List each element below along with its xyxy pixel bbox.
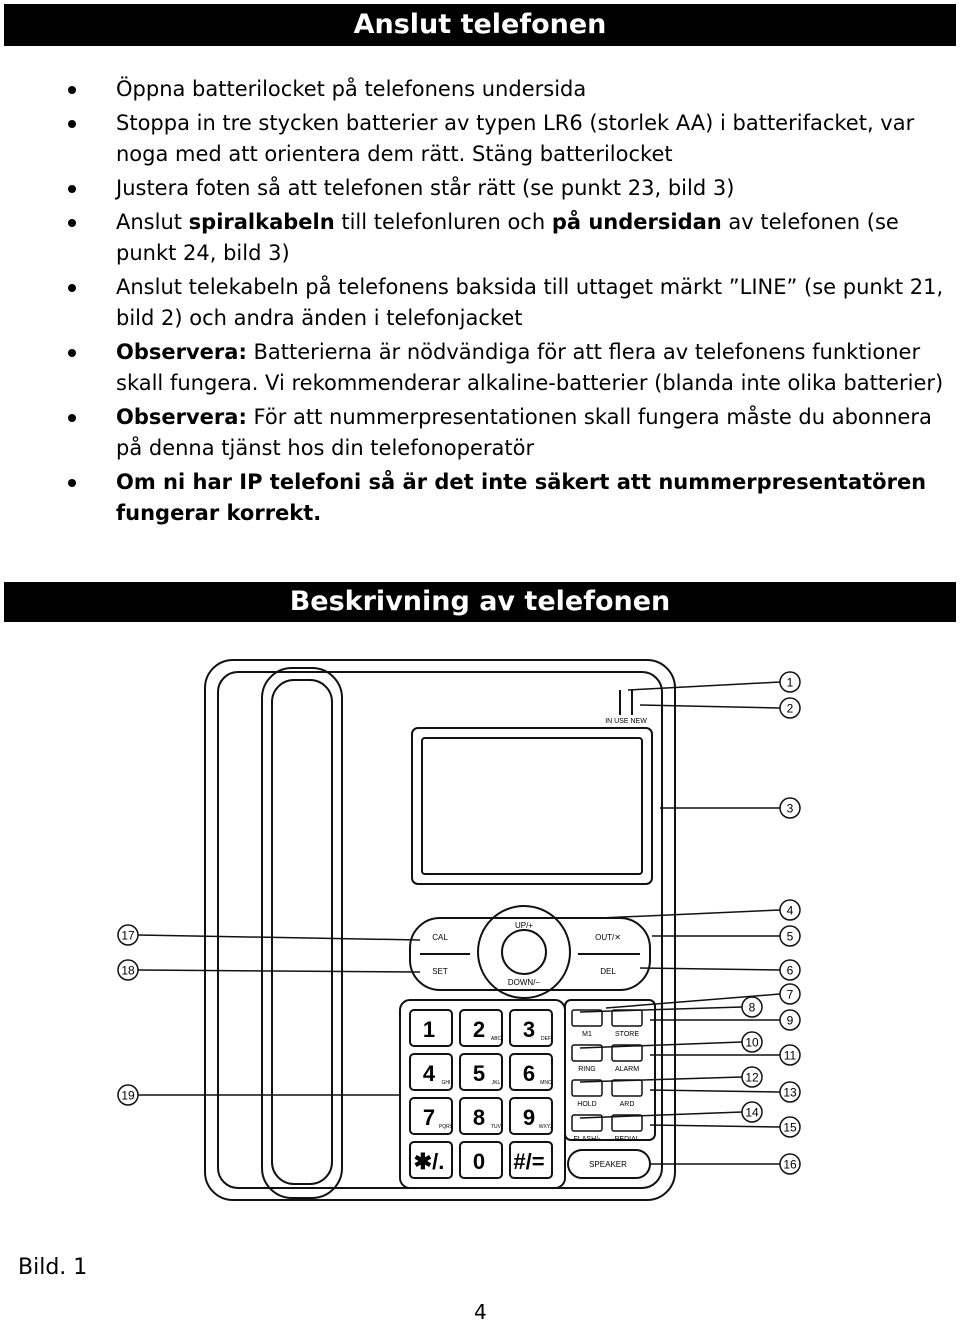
function-label: M1 bbox=[582, 1031, 592, 1038]
display-frame bbox=[412, 728, 652, 884]
key-digit: 1 bbox=[422, 1017, 436, 1042]
handset-inner bbox=[272, 680, 332, 1184]
list-item bbox=[0, 272, 960, 334]
callout-leader bbox=[650, 1125, 780, 1127]
out-label: OUT/✕ bbox=[595, 933, 621, 942]
key-letters: WXYZ bbox=[538, 1124, 554, 1130]
list-item bbox=[0, 467, 960, 529]
key-letters: ABC bbox=[490, 1036, 502, 1042]
key-digit: ✱/. bbox=[413, 1149, 445, 1174]
callout-number: 13 bbox=[783, 1085, 797, 1100]
callout-number: 12 bbox=[745, 1070, 759, 1085]
key-digit: 4 bbox=[422, 1061, 436, 1086]
callout-number: 11 bbox=[783, 1048, 797, 1063]
up-label: UP/+ bbox=[514, 921, 534, 930]
display-screen bbox=[422, 738, 642, 874]
text: Öppna batterilocket på telefonens undersida bbox=[116, 77, 587, 101]
callout-number: 2 bbox=[786, 701, 794, 716]
callout-number: 7 bbox=[786, 987, 794, 1002]
callout-number: 16 bbox=[783, 1157, 797, 1172]
set-label: SET bbox=[432, 967, 448, 976]
callout-leader bbox=[138, 970, 420, 972]
bold-text: på undersidan bbox=[551, 210, 722, 234]
callout-leader bbox=[138, 935, 420, 940]
bullet-icon bbox=[68, 86, 76, 94]
text: Stoppa in tre stycken batterier av typen LR6 (storlek AA) i batterifacket, var noga med att orientera dem rätt. Stäng batterilocket bbox=[116, 111, 915, 166]
bullet-icon bbox=[68, 120, 76, 128]
bullet-icon bbox=[68, 185, 76, 193]
function-label: ARD bbox=[619, 1101, 635, 1108]
callout-number: 3 bbox=[786, 801, 794, 816]
key-letters: TUV bbox=[491, 1124, 501, 1130]
bold-text: Observera: bbox=[116, 340, 247, 364]
function-label: HOLD bbox=[577, 1101, 597, 1108]
key-digit: 0 bbox=[472, 1149, 486, 1174]
key-digit: 6 bbox=[522, 1061, 536, 1086]
led-label: IN USE NEW bbox=[605, 718, 647, 725]
key-letters: JKL bbox=[491, 1080, 501, 1086]
text: av telefonen (se punkt 24, bild 3) bbox=[116, 210, 899, 265]
handset bbox=[262, 668, 342, 1198]
list-item bbox=[0, 74, 960, 105]
bullet-icon bbox=[68, 414, 76, 422]
bullet-icon bbox=[68, 349, 76, 357]
del-label: DEL bbox=[600, 967, 616, 976]
list-item bbox=[0, 108, 960, 170]
key-digit: 3 bbox=[522, 1017, 536, 1042]
text: För att nummerpresentationen skall fungera måste du abonnera på denna tjänst hos din telefonoperatör bbox=[116, 405, 932, 460]
callout-number: 5 bbox=[786, 929, 794, 944]
key-letters: GHI bbox=[441, 1080, 451, 1086]
key-digit: #/= bbox=[513, 1149, 545, 1174]
callout-number: 14 bbox=[745, 1105, 759, 1120]
bold-text: Om ni har IP telefoni så är det inte säkert att nummerpresentatören fungerar korrekt. bbox=[116, 470, 927, 525]
callout-leader bbox=[600, 910, 780, 918]
bullet-icon bbox=[68, 219, 76, 227]
function-label: FLASH/- bbox=[573, 1136, 601, 1143]
key-letters: MNO bbox=[540, 1080, 552, 1086]
cal-label: CAL bbox=[432, 933, 448, 942]
key-letters: PQRS bbox=[438, 1124, 454, 1130]
phone-base-inner bbox=[218, 672, 662, 1188]
function-button bbox=[612, 1080, 642, 1096]
callout-number: 17 bbox=[121, 928, 135, 943]
section-heading-connect: Anslut telefonen bbox=[4, 4, 956, 46]
list-item bbox=[0, 402, 960, 464]
callout-number: 4 bbox=[786, 903, 794, 918]
phone-base-outline bbox=[205, 660, 675, 1200]
key-digit: 9 bbox=[522, 1105, 536, 1130]
function-button bbox=[612, 1115, 642, 1131]
list-item bbox=[0, 173, 960, 204]
function-label: STORE bbox=[615, 1031, 639, 1038]
key-digit: 8 bbox=[472, 1105, 486, 1130]
instruction-list bbox=[0, 74, 960, 532]
bullet-icon bbox=[68, 284, 76, 292]
function-label: RING bbox=[578, 1066, 596, 1073]
function-label: ALARM bbox=[614, 1066, 640, 1073]
text: Anslut telekabeln på telefonens baksida till uttaget märkt ”LINE” (se punkt 21, bild 2) och andra änden i telefonjacket bbox=[116, 275, 944, 330]
text: Batterierna är nödvändiga för att flera av telefonens funktioner skall fungera. Vi rekommenderar alkaline-batterier (blanda inte olika batterier) bbox=[116, 340, 944, 395]
function-button bbox=[612, 1010, 642, 1026]
speaker-label: SPEAKER bbox=[589, 1160, 627, 1169]
function-button bbox=[612, 1045, 642, 1061]
text: Anslut bbox=[116, 210, 189, 234]
callout-number: 10 bbox=[745, 1035, 759, 1050]
text: Justera foten så att telefonen står rätt (se punkt 23, bild 3) bbox=[116, 176, 735, 200]
key-digit: 5 bbox=[472, 1061, 486, 1086]
callout-number: 1 bbox=[786, 675, 794, 690]
section-heading-description: Beskrivning av telefonen bbox=[4, 582, 956, 622]
page-number: 4 bbox=[474, 1300, 487, 1324]
function-label: REDIAL bbox=[614, 1136, 640, 1143]
callout-number: 9 bbox=[786, 1013, 794, 1028]
phone-diagram bbox=[0, 640, 960, 1220]
key-digit: 7 bbox=[422, 1105, 436, 1130]
callout-number: 15 bbox=[783, 1120, 797, 1135]
list-item bbox=[0, 207, 960, 269]
bullet-icon bbox=[68, 479, 76, 487]
callout-leader bbox=[650, 1090, 780, 1092]
list-item bbox=[0, 337, 960, 399]
key-digit: 2 bbox=[472, 1017, 486, 1042]
figure-caption: Bild. 1 bbox=[18, 1255, 88, 1280]
bold-text: Observera: bbox=[116, 405, 247, 429]
callout-number: 19 bbox=[121, 1088, 135, 1103]
callout-leader bbox=[628, 682, 780, 690]
key-letters: DEF bbox=[541, 1036, 551, 1042]
down-label: DOWN/− bbox=[507, 978, 541, 987]
bold-text: spiralkabeln bbox=[188, 210, 335, 234]
nav-center-button bbox=[502, 930, 546, 974]
callout-number: 6 bbox=[786, 963, 794, 978]
text: till telefonluren och bbox=[334, 210, 552, 234]
callout-number: 8 bbox=[748, 1000, 756, 1015]
callout-number: 18 bbox=[121, 963, 135, 978]
